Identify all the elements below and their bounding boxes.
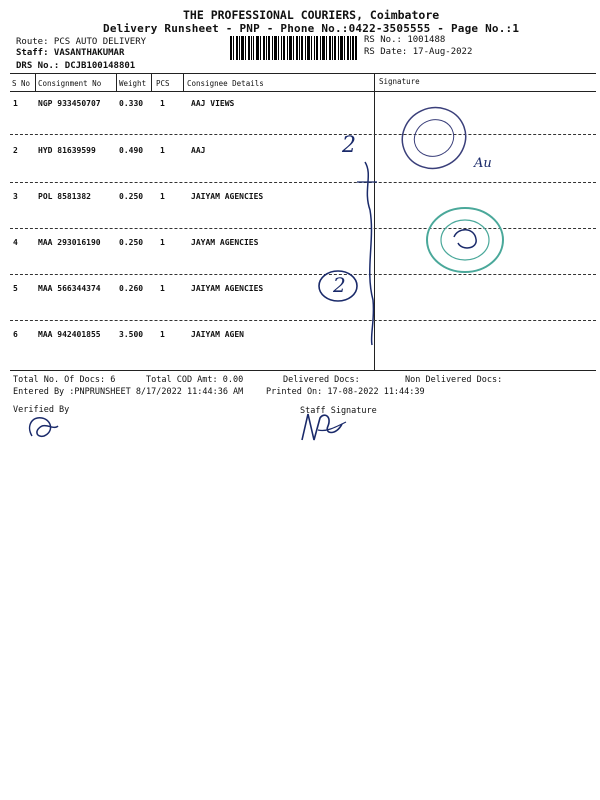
handwritten-initials: Au xyxy=(474,156,492,171)
drs-label: DRS No.: xyxy=(16,61,60,71)
row-pcs: 1 xyxy=(160,284,165,293)
row-consignment: MAA 293016190 xyxy=(38,238,101,247)
drs-number xyxy=(16,61,135,71)
route-text: Route: PCS AUTO DELIVERY xyxy=(16,37,147,47)
staff-text: Staff: VASANTHAKUMAR xyxy=(16,48,125,58)
non-delivered-docs: Non Delivered Docs: xyxy=(405,375,503,385)
column-divider xyxy=(35,74,36,91)
stamp-seal-green xyxy=(424,205,506,279)
row-weight: 0.260 xyxy=(119,284,144,293)
row-consignee: AAJ xyxy=(191,146,206,155)
row-consignment: NGP 933450707 xyxy=(38,99,101,108)
table-top-border xyxy=(10,73,596,74)
table-header-border xyxy=(10,91,596,92)
column-header: PCS xyxy=(156,79,170,88)
circled-number-text: 2 xyxy=(333,273,346,297)
row-consignee: JAIYAM AGEN xyxy=(191,330,244,339)
row-pcs: 1 xyxy=(160,99,165,108)
row-consignment: HYD 81639599 xyxy=(38,146,96,155)
row-sno: 4 xyxy=(13,238,18,247)
row-consignee: JAIYAM AGENCIES xyxy=(191,284,264,293)
barcode-bars xyxy=(230,36,357,60)
stamp-seal xyxy=(398,104,470,176)
row-consignment: POL 8581382 xyxy=(38,192,91,201)
verified-by-label: Verified By xyxy=(13,405,70,415)
column-header: Consignee Details xyxy=(187,79,264,88)
column-header: Signature xyxy=(379,77,420,86)
column-header: Consignment No xyxy=(38,79,102,88)
entered-by: Entered By :PNPRUNSHEET 8/17/2022 11:44:36 AM xyxy=(13,387,244,397)
row-weight: 0.250 xyxy=(119,238,144,247)
row-sno: 3 xyxy=(13,192,18,201)
column-divider xyxy=(151,74,152,91)
handwritten-bracket-mark xyxy=(355,150,385,354)
handwritten-number-mark: 2 xyxy=(342,133,356,158)
delivered-docs: Delivered Docs: xyxy=(283,375,360,385)
row-sno: 2 xyxy=(13,146,18,155)
row-consignment: MAA 566344374 xyxy=(38,284,101,293)
row-separator xyxy=(10,134,596,135)
column-divider xyxy=(183,74,184,91)
row-pcs: 1 xyxy=(160,330,165,339)
row-pcs: 1 xyxy=(160,192,165,201)
row-separator xyxy=(10,182,596,183)
row-sno: 5 xyxy=(13,284,18,293)
row-consignee: JAYAM AGENCIES xyxy=(191,238,259,247)
total-docs: Total No. Of Docs: 6 xyxy=(13,375,116,385)
printed-on: Printed On: 17-08-2022 11:44:39 xyxy=(266,387,425,397)
company-title: THE PROFESSIONAL COURIERS, Coimbatore xyxy=(183,8,440,22)
row-pcs: 1 xyxy=(160,238,165,247)
row-sno: 1 xyxy=(13,99,18,108)
row-pcs: 1 xyxy=(160,146,165,155)
row-separator xyxy=(10,274,596,275)
total-cod: Total COD Amt: 0.00 xyxy=(146,375,244,385)
column-header: S No xyxy=(12,79,31,88)
row-consignment: MAA 942401855 xyxy=(38,330,101,339)
column-divider xyxy=(116,74,117,91)
verified-signature xyxy=(24,412,64,446)
row-separator xyxy=(10,228,596,229)
rs-date: RS Date: 17-Aug-2022 xyxy=(364,47,473,57)
staff-signature-label: Staff Signature xyxy=(300,406,377,416)
drs-value: DCJB100148801 xyxy=(64,61,136,71)
row-sno: 6 xyxy=(13,330,18,339)
row-weight: 0.250 xyxy=(119,192,144,201)
row-consignee: JAIYAM AGENCIES xyxy=(191,192,264,201)
table-bottom-border xyxy=(10,370,596,371)
column-header: Weight xyxy=(119,79,147,88)
runsheet-line: Delivery Runsheet - PNP - Phone No.:0422-3505555 - Page No.:1 xyxy=(103,22,520,35)
row-weight: 0.490 xyxy=(119,146,144,155)
row-weight: 0.330 xyxy=(119,99,144,108)
row-consignee: AAJ VIEWS xyxy=(191,99,235,108)
staff-signature xyxy=(298,410,350,448)
row-separator xyxy=(10,320,596,321)
barcode xyxy=(230,36,357,60)
row-weight: 3.500 xyxy=(119,330,144,339)
rs-number: RS No.: 1001488 xyxy=(364,35,446,45)
